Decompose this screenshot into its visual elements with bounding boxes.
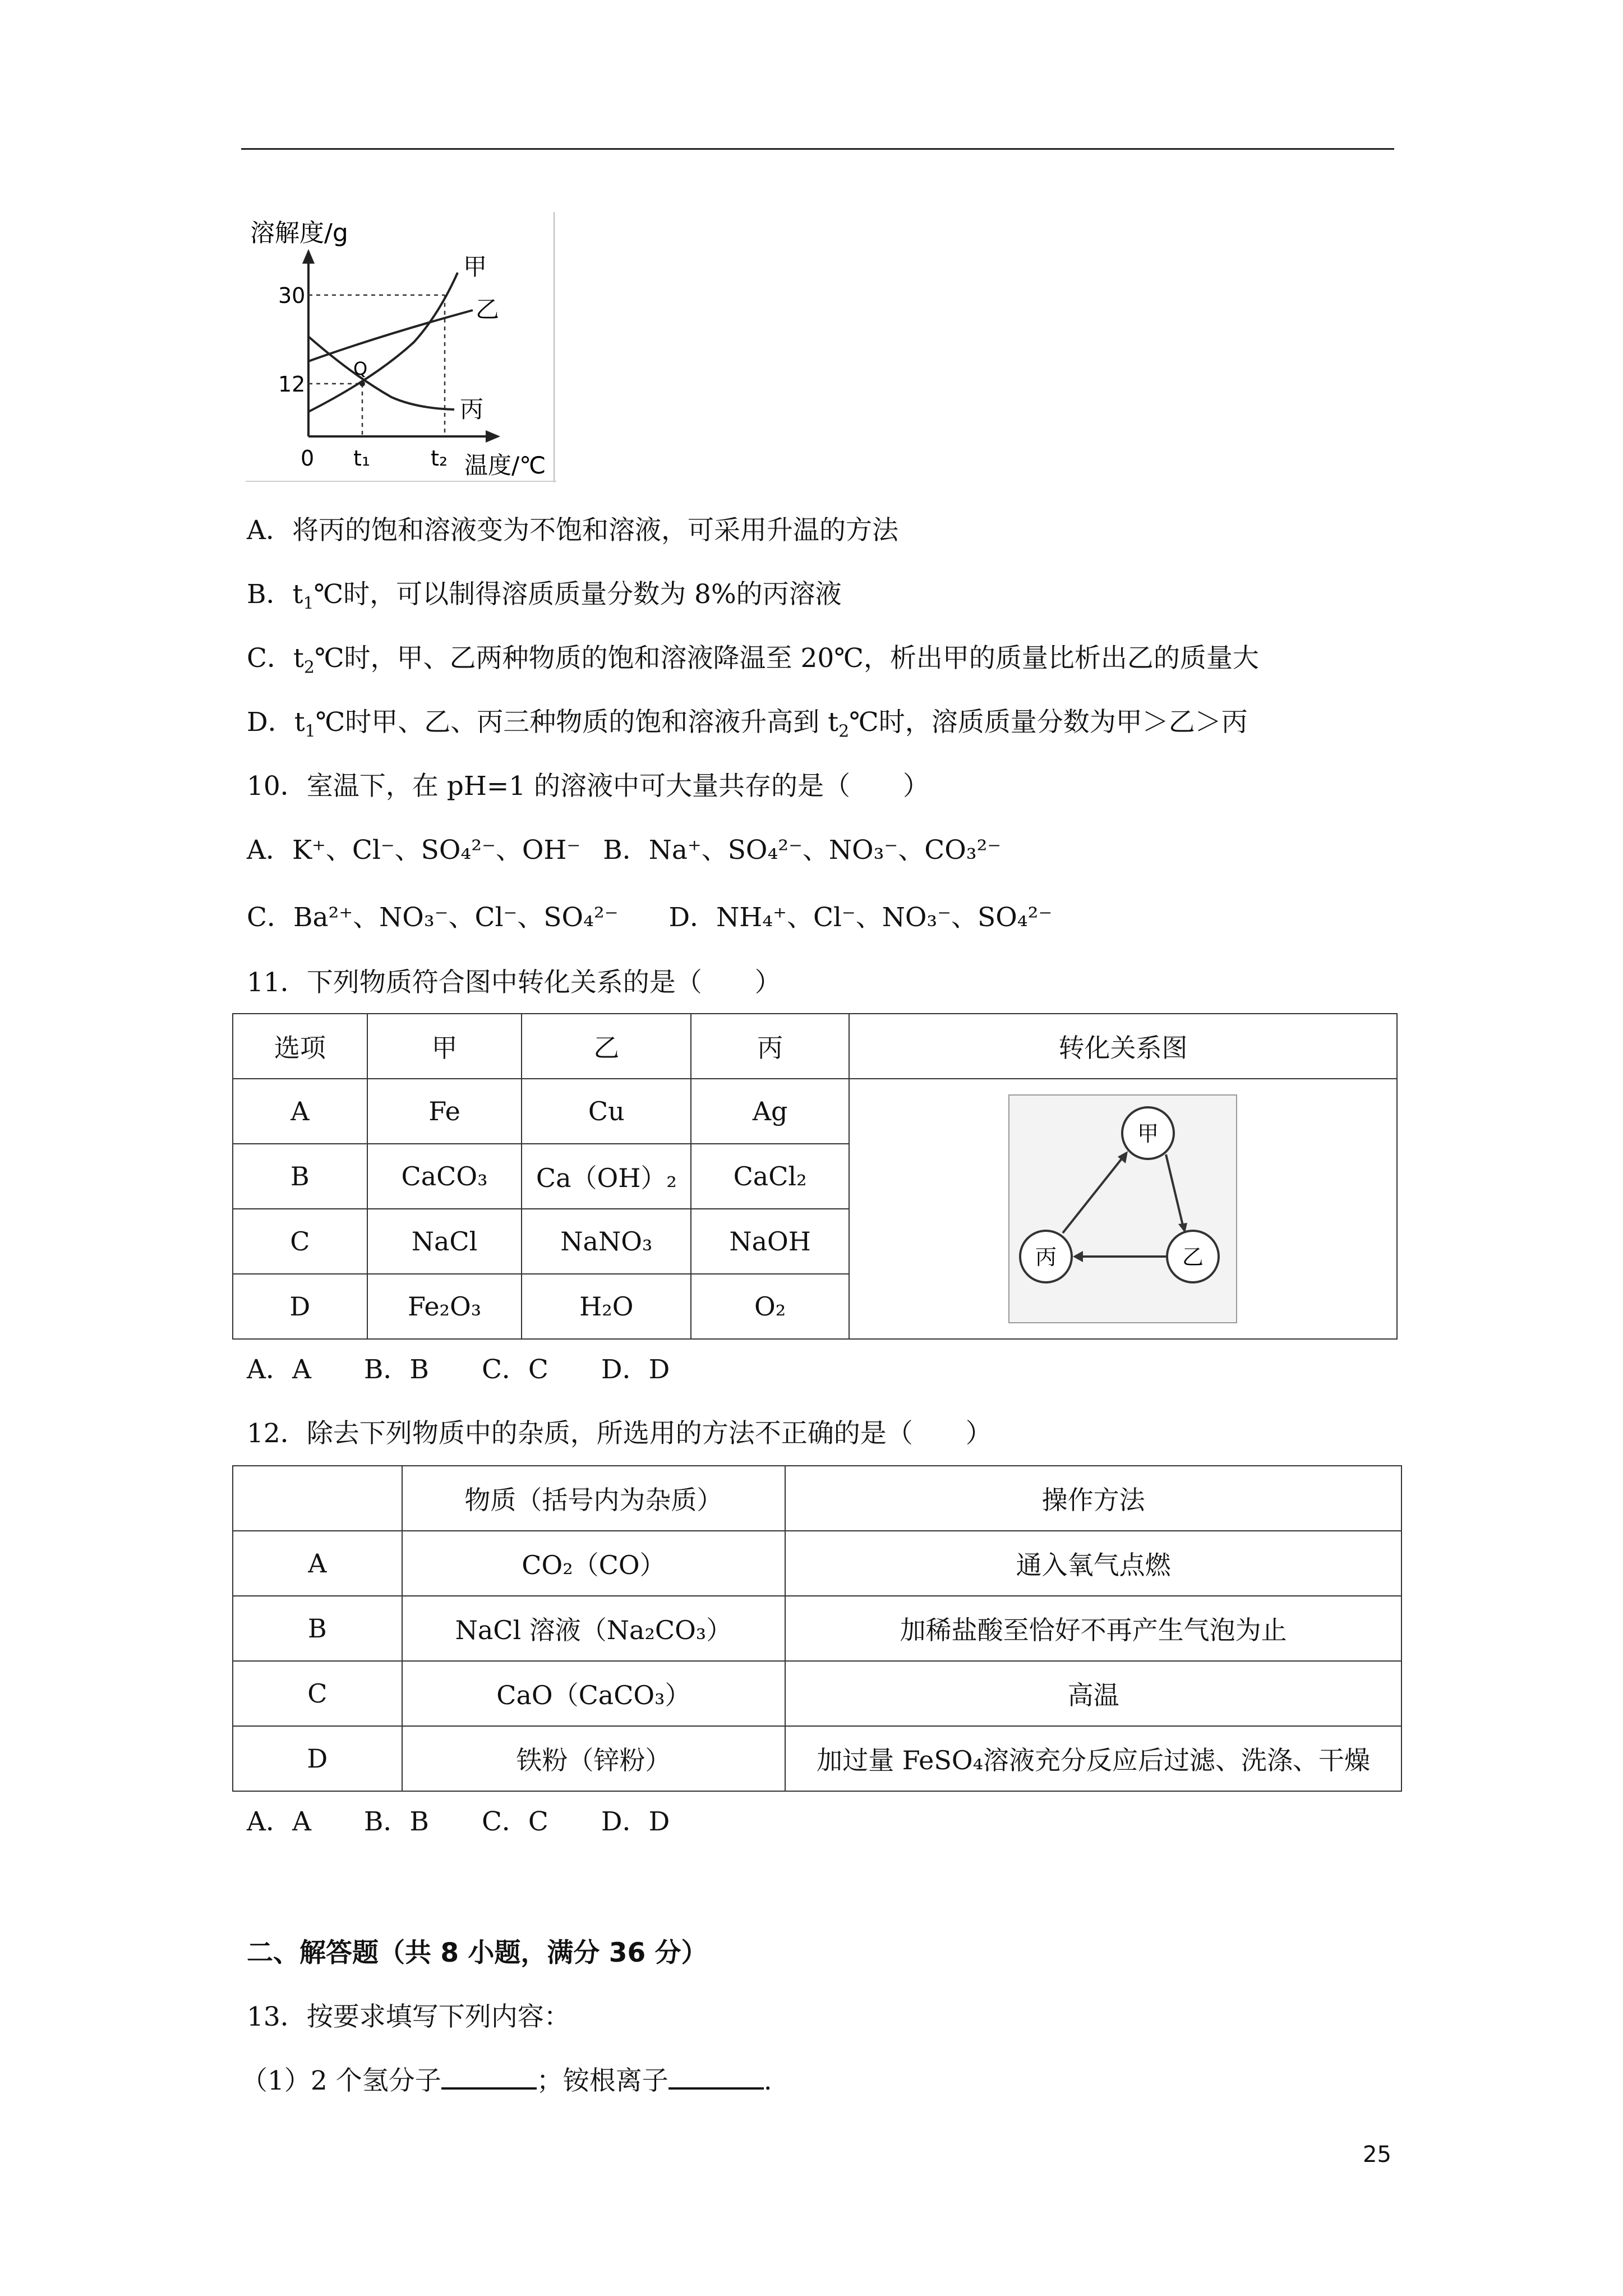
section-2-title: 二、解答题（共 8 小题，满分 36 分）: [247, 1938, 708, 1968]
q12-stem: 12．除去下列物质中的杂质，所选用的方法不正确的是（ ）: [247, 1418, 992, 1449]
x-tick-0: 0: [301, 446, 315, 471]
q13-part1: （1）2 个氢分子 ；铵根离子 .: [241, 2065, 772, 2096]
y-axis-label: 溶解度/g: [250, 219, 348, 247]
table-row: B CaCO₃ Ca（OH）₂ CaCl₂: [233, 1144, 1397, 1209]
q9-option-b: B．$t_1℃$时，可以制得溶质质量分数为 8%的丙溶液: [247, 579, 842, 614]
q11-header-row: [233, 1014, 1397, 1079]
q12-answers: A．A B．B C．C D．D: [247, 1806, 670, 1837]
q13-blank-2[interactable]: [668, 2065, 764, 2090]
y-axis-arrow: [302, 249, 315, 264]
table-row: C NaCl NaNO₃ NaOH: [233, 1209, 1397, 1274]
q11-diagram-cell: [849, 1079, 1397, 1339]
q10-options-ab: [247, 834, 1001, 867]
curve-jia: [308, 273, 458, 412]
node-yi-label: 乙: [1182, 1245, 1204, 1269]
q12-header-method: 操作方法: [785, 1466, 1401, 1531]
x-tick-t1: t₁: [353, 446, 371, 471]
q12-header-row: [233, 1466, 1401, 1531]
series-label-yi: 乙: [476, 296, 500, 323]
q11-header-option: 选项: [233, 1014, 367, 1079]
table-row: D 铁粉（锌粉） 加过量 FeSO₄溶液充分反应后过滤、洗涤、干燥: [233, 1726, 1401, 1791]
curve-bing: [308, 337, 454, 409]
q10-option-d: D．NH₄⁺、Cl⁻、NO₃⁻、SO₄²⁻: [668, 902, 1053, 933]
q11-stem: 11．下列物质符合图中转化关系的是（ ）: [247, 967, 781, 998]
q9-option-c: C．$t_2℃$时，甲、乙两种物质的饱和溶液降温至 20℃，析出甲的质量比析出乙的质量大: [247, 643, 1259, 678]
q11-answers: A．A B．B C．C D．D: [247, 1354, 670, 1385]
q10-option-c: C．Ba²⁺、NO₃⁻、Cl⁻、SO₄²⁻: [247, 902, 619, 933]
point-q: [359, 381, 365, 386]
table-row: D Fe₂O₃ H₂O O₂: [233, 1274, 1397, 1339]
label-q: Q: [353, 358, 368, 379]
node-bing-label: 丙: [1035, 1245, 1057, 1269]
q10-options-cd: [247, 901, 1052, 935]
series-label-bing: 丙: [460, 395, 484, 423]
q12-table: [232, 1465, 1402, 1792]
table-row: A CO₂（CO） 通入氧气点燃: [233, 1531, 1401, 1596]
y-tick-12: 12: [278, 372, 306, 397]
page-number: 25: [1363, 2142, 1391, 2168]
table-row: C CaO（CaCO₃） 高温: [233, 1661, 1401, 1726]
solubility-chart: [246, 212, 556, 482]
q13-blank-1[interactable]: [441, 2065, 537, 2090]
table-row: A Fe Cu Ag 甲 乙 丙: [233, 1079, 1397, 1144]
curve-yi: [308, 310, 473, 361]
node-jia-label: 甲: [1137, 1121, 1159, 1146]
y-tick-30: 30: [278, 283, 306, 308]
x-axis-label: 温度/℃: [464, 452, 546, 479]
conversion-diagram: [1008, 1094, 1238, 1324]
x-tick-t2: t₂: [431, 446, 448, 471]
table-row: B NaCl 溶液（Na₂CO₃） 加稀盐酸至恰好不再产生气泡为止: [233, 1596, 1401, 1661]
q11-header-bing: 丙: [691, 1014, 849, 1079]
q9-option-a: A．将丙的饱和溶液变为不饱和溶液，可采用升温的方法: [247, 515, 898, 546]
q11-table: [232, 1013, 1398, 1340]
q10-option-a: A．K⁺、Cl⁻、SO₄²⁻、OH⁻: [247, 835, 581, 866]
q10-stem: 10．室温下，在 pH=1 的溶液中可大量共存的是（ ）: [247, 771, 930, 802]
q13-stem: 13．按要求填写下列内容：: [247, 2001, 570, 2032]
q11-header-diagram: 转化关系图: [849, 1014, 1397, 1079]
series-label-jia: 甲: [463, 253, 487, 280]
q11-header-yi: 乙: [522, 1014, 691, 1079]
q9-option-d: D．$t_1℃$时甲、乙、丙三种物质的饱和溶液升高到 $t_2℃$时，溶质质量分数为甲＞乙＞丙: [247, 707, 1248, 742]
header-rule: [241, 148, 1394, 150]
x-axis-arrow: [486, 430, 500, 443]
q10-option-b: B．Na⁺、SO₄²⁻、NO₃⁻、CO₃²⁻: [603, 835, 1002, 866]
q12-header-substance: 物质（括号内为杂质）: [402, 1466, 785, 1531]
q11-header-jia: 甲: [367, 1014, 522, 1079]
